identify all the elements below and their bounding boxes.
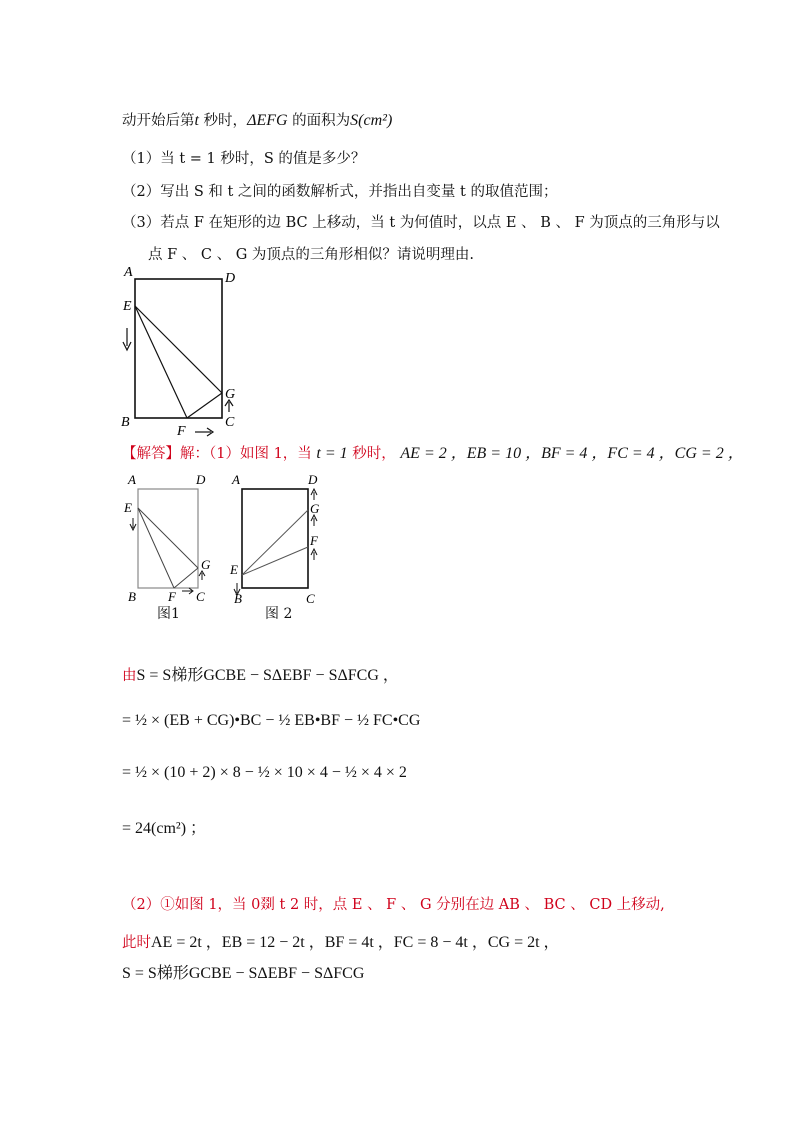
fig2-label-d: D — [308, 472, 318, 487]
question-3-line-1: （3）若点 F 在矩形的边 BC 上移动，当 t 为何值时，以点 E 、 B 、 F 为顶点的三角形与以 — [122, 215, 720, 231]
figure-1-caption: 图1 — [157, 606, 180, 622]
part2-line-3: S = S梯形GCBE − SΔEBF − SΔFCG — [122, 965, 365, 982]
fig2-label-g: G — [310, 501, 320, 516]
label-b: B — [121, 415, 130, 430]
fig2-label-f: F — [310, 533, 318, 548]
label-c: C — [225, 415, 235, 430]
derivation-s-line — [122, 665, 399, 687]
question-2: （2）写出 S 和 t 之间的函数解析式，并指出自变量 t 的取值范围； — [122, 184, 558, 200]
condition-t: t = 1 — [316, 445, 348, 462]
derivation-result: = 24(cm²) ； — [122, 820, 207, 837]
answer-text: 秒时， — [352, 446, 396, 462]
label-d: D — [225, 271, 236, 286]
figure-2 — [224, 470, 334, 606]
answer-intro — [122, 443, 744, 465]
fig1-label-c: C — [196, 589, 205, 602]
answer-values: AE = 2 ，EB = 10 ，BF = 4 ，FC = 4 ，CG = 2 ， — [400, 445, 744, 462]
derivation-prefix: 由 — [122, 668, 137, 684]
question-1: （1）当 t = 1 秒时，S 的值是多少？ — [122, 151, 366, 167]
problem-text: 的面积为 — [287, 113, 351, 129]
part2-prefix: 此时 — [122, 935, 151, 951]
label-g: G — [225, 387, 236, 402]
derivation-step-2: = ½ × (10 + 2) × 8 − ½ × 10 × 4 − ½ × 4 × 2 — [122, 764, 407, 781]
part2-line-1: （2）①如图 1，当 0剟 t 2 时，点 E 、 F 、 G 分别在边 AB 、 BC 、 CD 上移动, — [122, 897, 665, 913]
fig1-label-g: G — [201, 557, 211, 572]
label-e: E — [123, 299, 132, 314]
question-3-line-2: 点 F 、 C 、 G 为顶点的三角形相似？请说明理由. — [148, 247, 475, 263]
part2-values: AE = 2t ，EB = 12 − 2t ，BF = 4t ，FC = 8 − 4t ，CG = 2t ， — [151, 934, 560, 951]
area-unit: S(cm²) — [350, 112, 393, 129]
answer-text: 解：（1）如图 1，当 — [180, 446, 312, 462]
fig2-label-b: B — [234, 591, 242, 606]
fig1-label-a: A — [128, 472, 136, 487]
problem-text: 动开始后第 — [122, 113, 195, 129]
s-expression: S = S梯形GCBE − SΔEBF − SΔFCG ， — [136, 667, 399, 684]
figure-1 — [118, 470, 218, 602]
part2-line-2 — [122, 932, 560, 954]
problem-text: 秒时， — [198, 113, 248, 129]
answer-tag: 【解答】 — [122, 446, 180, 462]
fig2-label-c: C — [306, 591, 315, 606]
label-f: F — [177, 424, 186, 439]
main-rectangle-figure — [115, 262, 255, 440]
fig1-label-b: B — [128, 589, 136, 602]
derivation-step-1: = ½ × (EB + CG)•BC − ½ EB•BF − ½ FC•CG — [122, 712, 421, 729]
figure-2-caption: 图 2 — [265, 606, 293, 622]
fig2-label-a: A — [232, 472, 240, 487]
fig1-label-f: F — [168, 589, 176, 602]
label-a: A — [124, 265, 133, 280]
fig1-label-e: E — [124, 500, 132, 515]
problem-line-1 — [122, 110, 392, 132]
fig2-label-e: E — [230, 562, 238, 577]
triangle-efg: ΔEFG — [247, 112, 288, 129]
fig1-label-d: D — [196, 472, 206, 487]
var-t: t — [194, 112, 199, 129]
